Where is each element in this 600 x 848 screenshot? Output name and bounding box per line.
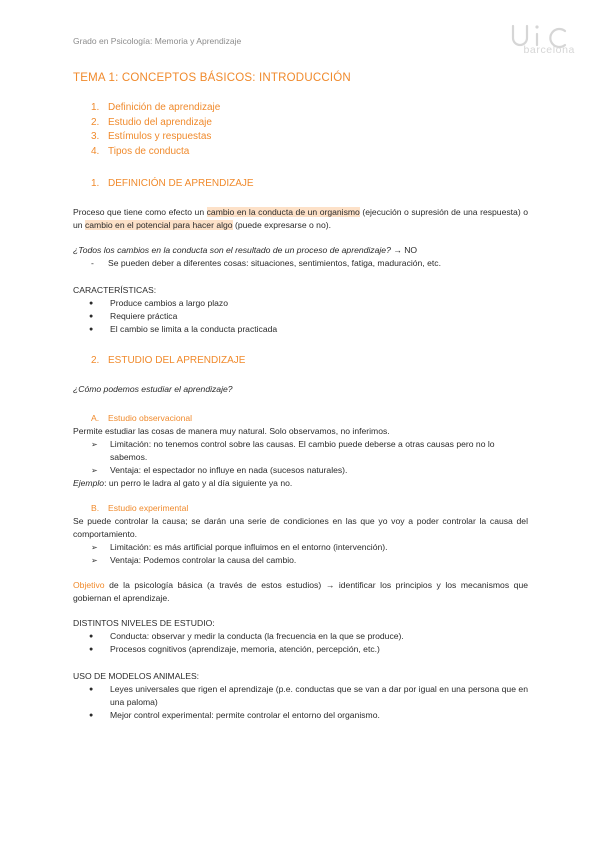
highlight-behavior-change: cambio en la conducta de un organismo [206,207,360,217]
arrow-icon: ➢ [91,466,98,475]
list-item: - Se pueden deber a diferentes cosas: situaciones, sentimientos, fatiga, maduración, etc. [91,258,441,268]
observational-intro: Permite estudiar las cosas de manera muy natural. Solo observamos, no inferimos. [73,426,390,436]
experimental-heading: B. Estudio experimental [91,503,189,513]
dash-list [73,257,528,270]
list-item: ● Procesos cognitivos (aprendizaje, memoria, atención, percepción, etc.) [89,644,380,654]
experimental-intro: Se puede controlar la causa; se darán una serie de condiciones en las que yo voy a poder controlar la causa del comportamiento. [73,516,528,539]
toc-item: 1. Definición de aprendizaje [91,102,221,113]
observational-heading: A. Estudio observacional [91,413,193,423]
bullet-icon: ● [89,300,94,307]
learning-question: ¿Todos los cambios en la conducta son el resultado de un proceso de aprendizaje? → NO [73,245,418,255]
bullet-icon: ● [89,712,94,719]
study-question: ¿Cómo podemos estudiar el aprendizaje? [73,384,233,394]
characteristics-list [73,297,528,336]
list-item: ● Requiere práctica [89,311,178,321]
characteristics-title: CARACTERÍSTICAS: [73,285,157,295]
list-item: ➢ Limitación: es más artificial porque influimos en el entorno (intervención). [91,542,388,552]
bullet-icon: ● [89,326,94,333]
objective-paragraph: Objetivo de la psicología básica (a través de estos estudios) → identificar los principios y los mecanismos que gobiernan el aprendizaje. [73,580,528,603]
observational-example: Ejemplo: un perro le ladra al gato y al día siguiente ya no. [73,478,293,488]
toc-item: 3. Estímulos y respuestas [91,131,212,142]
section-1-heading: 1. DEFINICIÓN DE APRENDIZAJE [91,178,254,189]
list-item: ● Produce cambios a largo plazo [89,298,228,308]
observational-list [73,438,528,477]
page-title: TEMA 1: CONCEPTOS BÁSICOS: INTRODUCCIÓN [73,72,351,84]
levels-list [73,630,528,656]
bullet-icon: ● [89,313,94,320]
list-item: ● Mejor control experimental: permite controlar el entorno del organismo. [89,710,380,720]
logo-city-text: barcelona [523,44,575,56]
animals-list [73,683,528,722]
toc-item: 2. Estudio del aprendizaje [91,116,212,128]
list-item: ➢ Limitación: no tenemos control sobre las causas. El cambio puede deberse a otras causas pero no lo sabemos. [91,439,495,462]
list-item: ● Leyes universales que rigen el aprendizaje (p.e. conductas que se van a dar por igual en una persona que en una paloma) [89,684,528,707]
bullet-icon: ● [89,646,94,653]
levels-title: DISTINTOS NIVELES DE ESTUDIO: [73,618,215,628]
experimental-list [73,541,528,567]
list-item: ➢ Ventaja: el espectador no influye en nada (sucesos naturales). [91,465,348,475]
section-2-heading: 2. ESTUDIO DEL APRENDIZAJE [91,355,246,366]
list-item: ● El cambio se limita a la conducta practicada [89,324,278,334]
animals-title: USO DE MODELOS ANIMALES: [73,671,200,681]
arrow-icon: ➢ [91,556,98,565]
table-of-contents [73,101,528,159]
definition-paragraph: Proceso que tiene como efecto un cambio en la conducta de un organismo (ejecución o supresión de una respuesta) o un cambio en el potencial para hacer algo (puede expresarse o no). [73,207,528,230]
running-header: Grado en Psicología: Memoria y Aprendizaje [73,36,242,46]
arrow-icon: ➢ [91,543,98,552]
bullet-icon: ● [89,633,94,640]
list-item: ➢ Ventaja: Podemos controlar la causa del cambio. [91,555,297,565]
bullet-icon: ● [89,686,94,693]
highlight-potential-change: cambio en el potencial para hacer algo [84,220,233,230]
arrow-icon: ➢ [91,440,98,449]
document-body [73,72,528,722]
toc-item: 4. Tipos de conducta [91,145,190,157]
list-item: ● Conducta: observar y medir la conducta (la frecuencia en la que se produce). [89,631,404,641]
